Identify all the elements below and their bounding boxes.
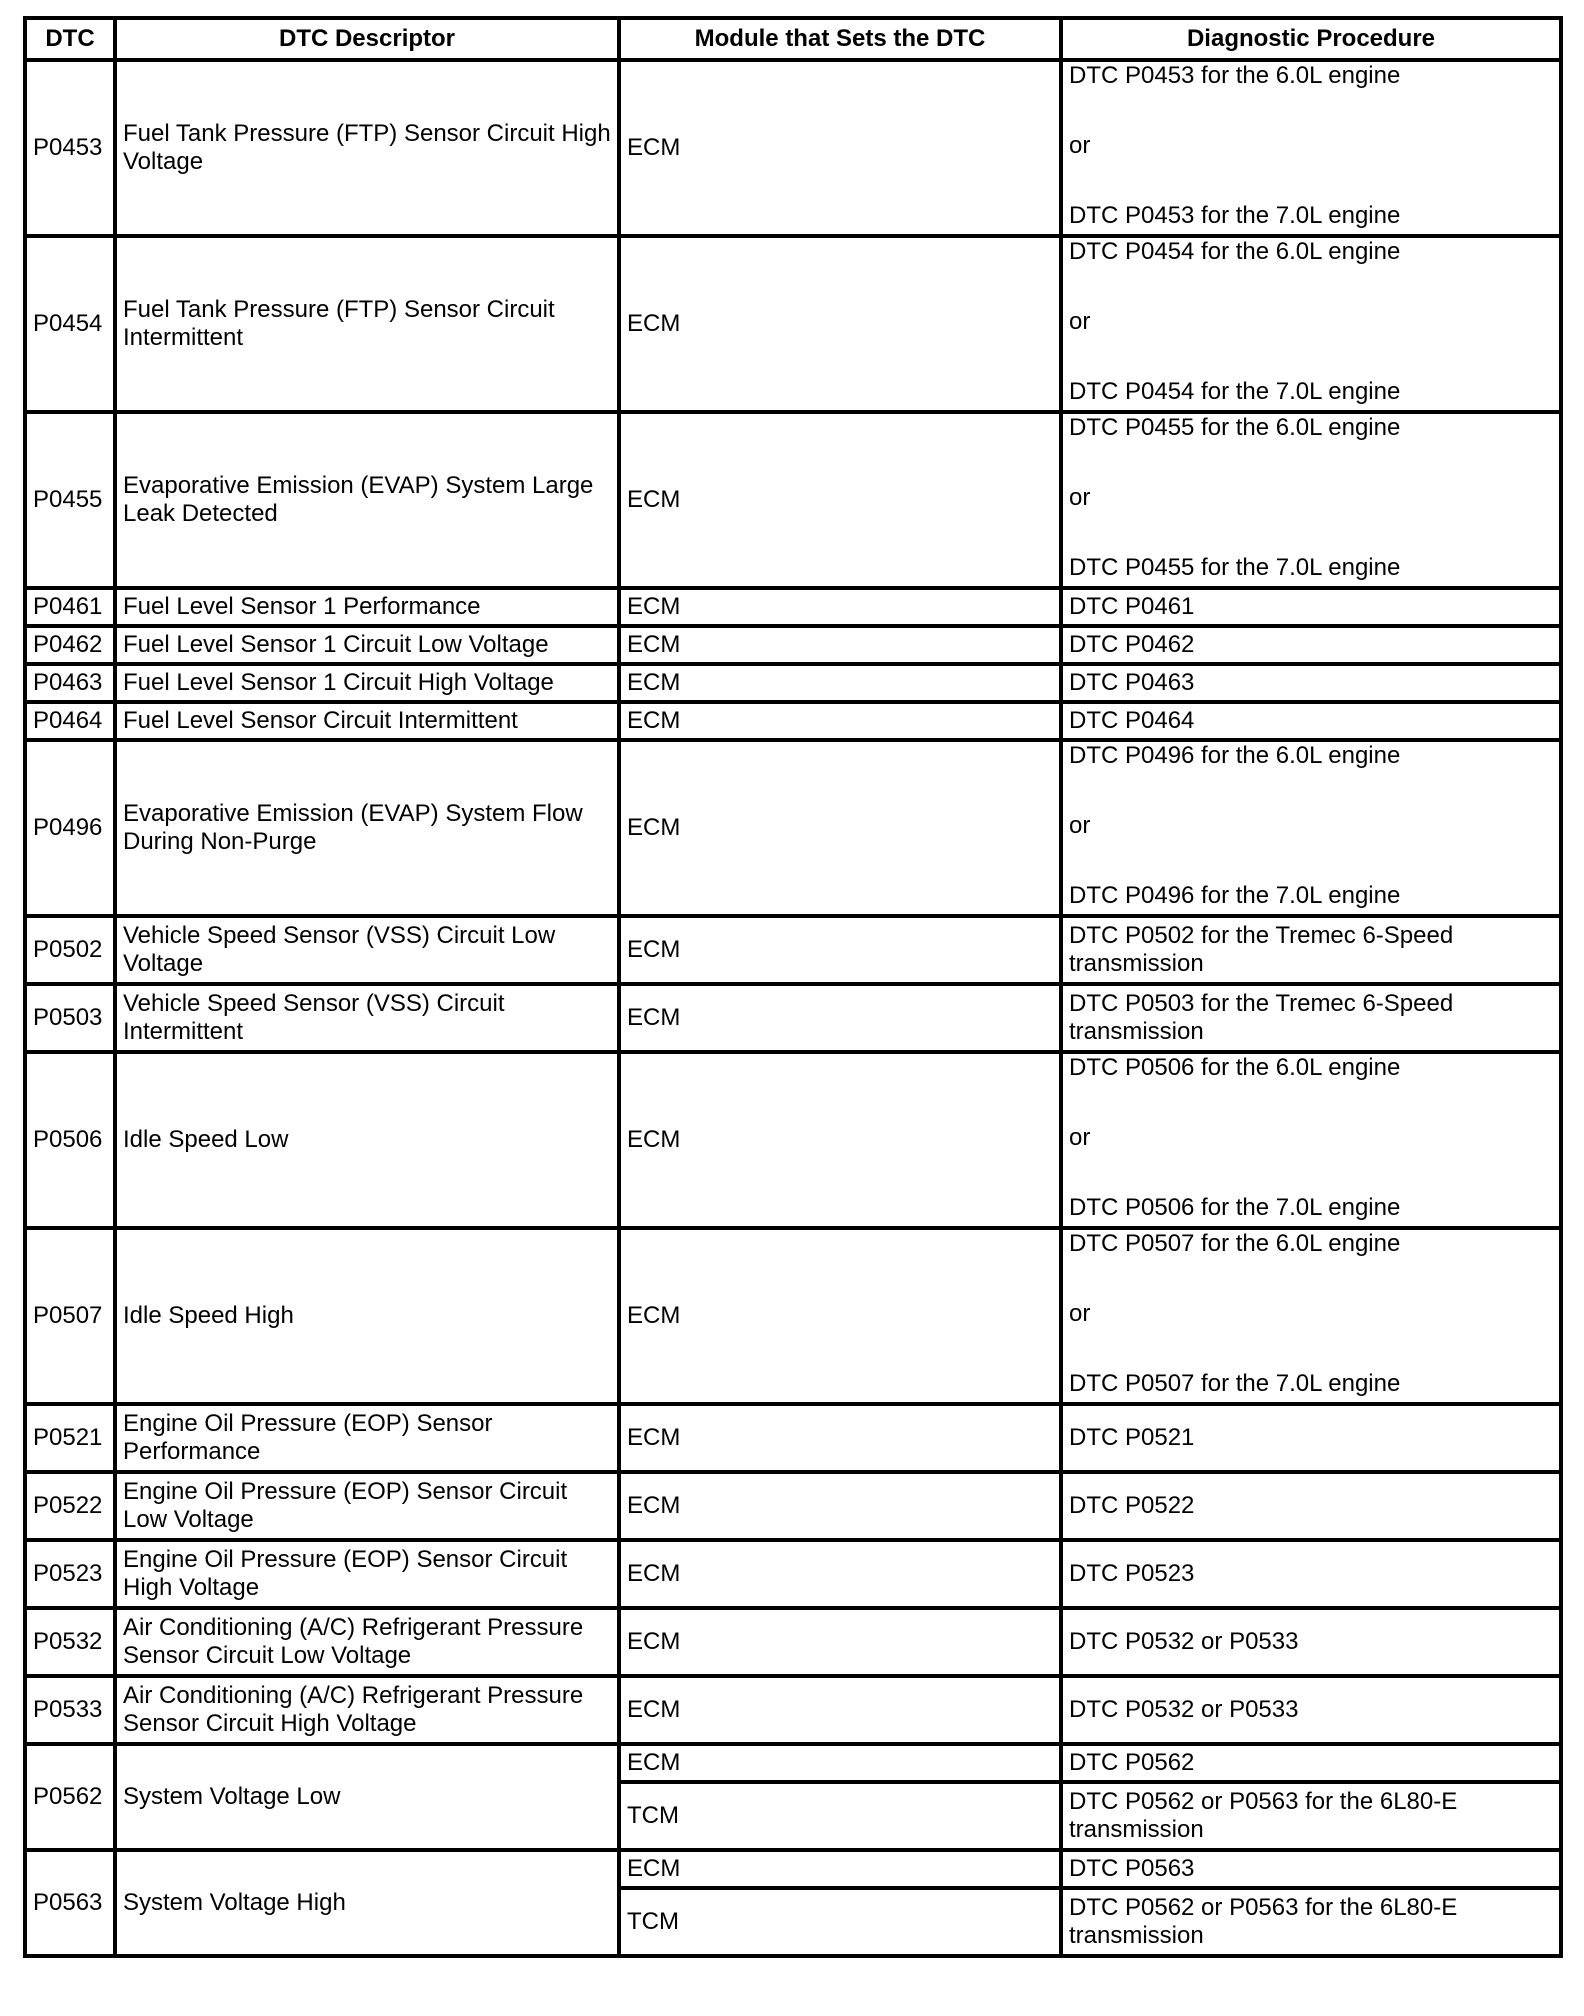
dtc-code-cell: P0563 <box>25 1850 115 1956</box>
procedure-cell: DTC P0503 for the Tremec 6-Speed transmission <box>1061 984 1561 1052</box>
table-row <box>25 1404 1561 1472</box>
procedure-cell <box>1061 412 1561 588</box>
module-cell: ECM <box>619 1744 1061 1782</box>
procedure-line: or <box>1069 132 1091 159</box>
procedure-line: DTC P0454 for the 6.0L engine <box>1069 238 1401 265</box>
table-row <box>25 1052 1561 1228</box>
dtc-code-cell: P0502 <box>25 916 115 984</box>
module-cell: ECM <box>619 916 1061 984</box>
dtc-code-cell: P0521 <box>25 1404 115 1472</box>
module-cell: ECM <box>619 1540 1061 1608</box>
procedure-cell <box>1061 1228 1561 1404</box>
procedure-lines <box>1069 1230 1553 1398</box>
header-dtc: DTC <box>25 18 115 60</box>
module-cell: ECM <box>619 1228 1061 1404</box>
procedure-line: or <box>1069 1300 1091 1327</box>
table-row <box>25 1608 1561 1676</box>
procedure-cell: DTC P0523 <box>1061 1540 1561 1608</box>
dtc-descriptor-cell: Air Conditioning (A/C) Refrigerant Pressure Sensor Circuit High Voltage <box>115 1676 619 1744</box>
procedure-line: DTC P0496 for the 6.0L engine <box>1069 742 1401 769</box>
table-row <box>25 1744 1561 1782</box>
header-procedure: Diagnostic Procedure <box>1061 18 1561 60</box>
procedure-line: DTC P0454 for the 7.0L engine <box>1069 378 1401 405</box>
procedure-cell: DTC P0562 or P0563 for the 6L80-E transmission <box>1061 1782 1561 1850</box>
procedure-line: DTC P0507 for the 7.0L engine <box>1069 1370 1401 1397</box>
module-cell: ECM <box>619 1850 1061 1888</box>
procedure-cell <box>1061 740 1561 916</box>
module-cell: ECM <box>619 1052 1061 1228</box>
table-row <box>25 664 1561 702</box>
table-row <box>25 626 1561 664</box>
procedure-line: DTC P0455 for the 7.0L engine <box>1069 554 1401 581</box>
dtc-code-cell: P0455 <box>25 412 115 588</box>
procedure-lines <box>1069 1054 1553 1222</box>
dtc-descriptor-cell: Evaporative Emission (EVAP) System Flow During Non-Purge <box>115 740 619 916</box>
dtc-code-cell: P0463 <box>25 664 115 702</box>
procedure-cell: DTC P0521 <box>1061 1404 1561 1472</box>
module-cell: ECM <box>619 1404 1061 1472</box>
module-cell: TCM <box>619 1888 1061 1956</box>
dtc-code-cell: P0562 <box>25 1744 115 1850</box>
dtc-code-cell: P0503 <box>25 984 115 1052</box>
procedure-line: DTC P0453 for the 6.0L engine <box>1069 62 1401 89</box>
procedure-line: or <box>1069 1124 1091 1151</box>
procedure-cell: DTC P0522 <box>1061 1472 1561 1540</box>
dtc-code-cell: P0533 <box>25 1676 115 1744</box>
module-cell: ECM <box>619 626 1061 664</box>
dtc-code-cell: P0523 <box>25 1540 115 1608</box>
module-cell: ECM <box>619 1608 1061 1676</box>
dtc-descriptor-cell: Fuel Level Sensor 1 Performance <box>115 588 619 626</box>
dtc-code-cell: P0506 <box>25 1052 115 1228</box>
dtc-descriptor-cell: Vehicle Speed Sensor (VSS) Circuit Low Voltage <box>115 916 619 984</box>
table-row <box>25 1676 1561 1744</box>
procedure-line: or <box>1069 308 1091 335</box>
dtc-descriptor-cell: Air Conditioning (A/C) Refrigerant Pressure Sensor Circuit Low Voltage <box>115 1608 619 1676</box>
dtc-descriptor-cell: System Voltage Low <box>115 1744 619 1850</box>
dtc-code-cell: P0507 <box>25 1228 115 1404</box>
table-row <box>25 1228 1561 1404</box>
dtc-descriptor-cell: Fuel Level Sensor 1 Circuit Low Voltage <box>115 626 619 664</box>
module-cell: ECM <box>619 1472 1061 1540</box>
table-row <box>25 1472 1561 1540</box>
procedure-cell: DTC P0461 <box>1061 588 1561 626</box>
header-row <box>25 18 1561 60</box>
table-row <box>25 984 1561 1052</box>
procedure-lines <box>1069 62 1553 230</box>
module-cell: ECM <box>619 740 1061 916</box>
module-cell: ECM <box>619 236 1061 412</box>
table-row <box>25 588 1561 626</box>
table-body <box>25 60 1561 1956</box>
procedure-cell <box>1061 236 1561 412</box>
table-row <box>25 412 1561 588</box>
module-cell: ECM <box>619 664 1061 702</box>
table-row <box>25 740 1561 916</box>
procedure-lines <box>1069 742 1553 910</box>
procedure-cell: DTC P0532 or P0533 <box>1061 1608 1561 1676</box>
dtc-descriptor-cell: System Voltage High <box>115 1850 619 1956</box>
dtc-descriptor-cell: Fuel Tank Pressure (FTP) Sensor Circuit High Voltage <box>115 60 619 236</box>
procedure-lines <box>1069 238 1553 406</box>
module-cell: ECM <box>619 1676 1061 1744</box>
dtc-code-cell: P0462 <box>25 626 115 664</box>
dtc-code-cell: P0496 <box>25 740 115 916</box>
procedure-lines <box>1069 414 1553 582</box>
dtc-descriptor-cell: Engine Oil Pressure (EOP) Sensor Circuit Low Voltage <box>115 1472 619 1540</box>
dtc-descriptor-cell: Engine Oil Pressure (EOP) Sensor Performance <box>115 1404 619 1472</box>
table-row <box>25 60 1561 236</box>
header-descriptor: DTC Descriptor <box>115 18 619 60</box>
table-row <box>25 236 1561 412</box>
procedure-cell <box>1061 60 1561 236</box>
module-cell: ECM <box>619 60 1061 236</box>
procedure-line: or <box>1069 484 1091 511</box>
table-row <box>25 1540 1561 1608</box>
dtc-code-cell: P0454 <box>25 236 115 412</box>
header-module: Module that Sets the DTC <box>619 18 1061 60</box>
procedure-line: DTC P0455 for the 6.0L engine <box>1069 414 1401 441</box>
procedure-cell <box>1061 1052 1561 1228</box>
procedure-line: DTC P0507 for the 6.0L engine <box>1069 1230 1401 1257</box>
dtc-descriptor-cell: Vehicle Speed Sensor (VSS) Circuit Intermittent <box>115 984 619 1052</box>
table-row <box>25 702 1561 740</box>
dtc-descriptor-cell: Fuel Level Sensor Circuit Intermittent <box>115 702 619 740</box>
dtc-descriptor-cell: Fuel Tank Pressure (FTP) Sensor Circuit Intermittent <box>115 236 619 412</box>
procedure-line: or <box>1069 812 1091 839</box>
module-cell: ECM <box>619 702 1061 740</box>
dtc-descriptor-cell: Engine Oil Pressure (EOP) Sensor Circuit High Voltage <box>115 1540 619 1608</box>
procedure-cell: DTC P0562 or P0563 for the 6L80-E transmission <box>1061 1888 1561 1956</box>
dtc-descriptor-cell: Idle Speed High <box>115 1228 619 1404</box>
dtc-code-cell: P0522 <box>25 1472 115 1540</box>
module-cell: ECM <box>619 588 1061 626</box>
procedure-cell: DTC P0562 <box>1061 1744 1561 1782</box>
procedure-line: DTC P0506 for the 7.0L engine <box>1069 1194 1401 1221</box>
dtc-descriptor-cell: Idle Speed Low <box>115 1052 619 1228</box>
dtc-table <box>23 16 1563 1958</box>
dtc-descriptor-cell: Fuel Level Sensor 1 Circuit High Voltage <box>115 664 619 702</box>
dtc-code-cell: P0532 <box>25 1608 115 1676</box>
dtc-code-cell: P0453 <box>25 60 115 236</box>
module-cell: ECM <box>619 412 1061 588</box>
procedure-cell: DTC P0462 <box>1061 626 1561 664</box>
dtc-descriptor-cell: Evaporative Emission (EVAP) System Large Leak Detected <box>115 412 619 588</box>
procedure-cell: DTC P0563 <box>1061 1850 1561 1888</box>
dtc-code-cell: P0464 <box>25 702 115 740</box>
table-row <box>25 1850 1561 1888</box>
dtc-code-cell: P0461 <box>25 588 115 626</box>
procedure-cell: DTC P0532 or P0533 <box>1061 1676 1561 1744</box>
procedure-line: DTC P0496 for the 7.0L engine <box>1069 882 1401 909</box>
procedure-cell: DTC P0502 for the Tremec 6-Speed transmission <box>1061 916 1561 984</box>
procedure-cell: DTC P0464 <box>1061 702 1561 740</box>
procedure-line: DTC P0506 for the 6.0L engine <box>1069 1054 1401 1081</box>
module-cell: TCM <box>619 1782 1061 1850</box>
procedure-line: DTC P0453 for the 7.0L engine <box>1069 202 1401 229</box>
module-cell: ECM <box>619 984 1061 1052</box>
table-row <box>25 916 1561 984</box>
procedure-cell: DTC P0463 <box>1061 664 1561 702</box>
